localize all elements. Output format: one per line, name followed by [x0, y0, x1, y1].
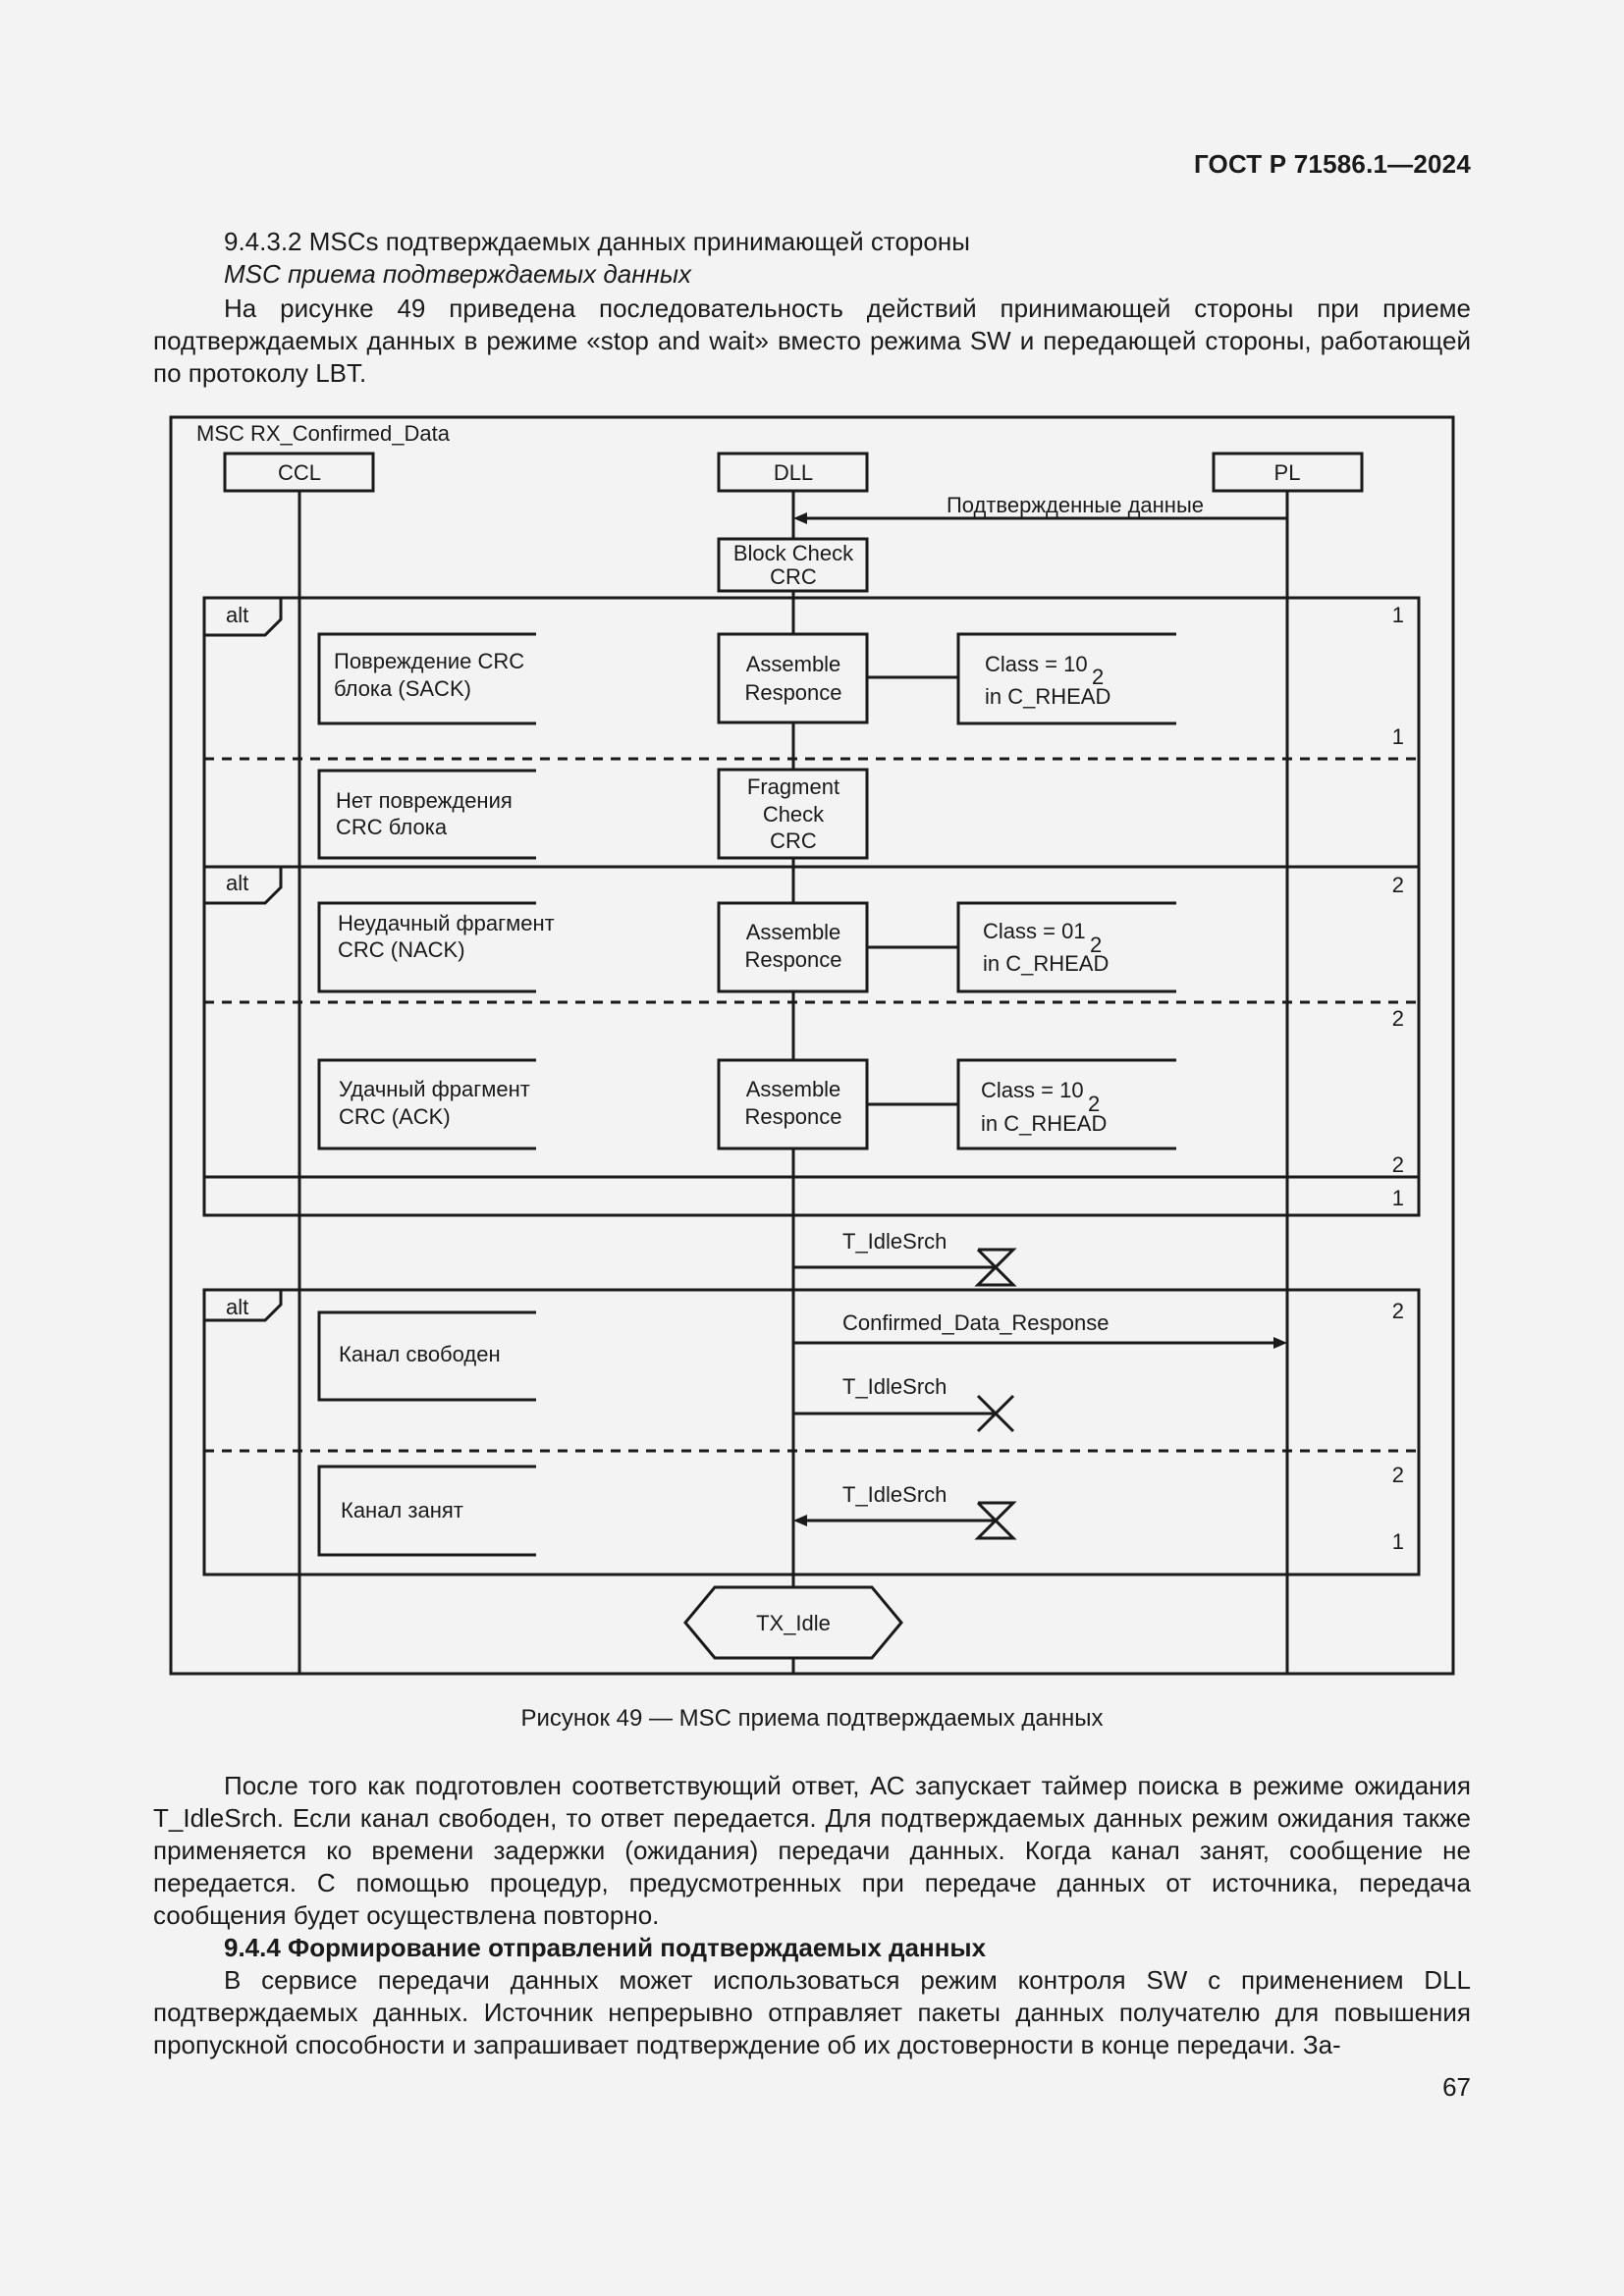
alt1-op1-action-line1: Assemble [745, 652, 841, 676]
alt1-op1-condition [958, 634, 1176, 723]
instance-label-pl: PL [1273, 460, 1301, 485]
instance-label-dll: DLL [773, 460, 814, 485]
msg-response-label: Confirmed_Data_Response [842, 1310, 1110, 1335]
section-heading: 9.4.3.2 MSCs подтверждаемых данных принимающей стороны [224, 227, 970, 256]
arrowhead-confirmed-data [793, 512, 807, 524]
document-standard-header: ГОСТ Р 71586.1—2024 [1193, 149, 1471, 179]
alt3-label: alt [226, 1295, 249, 1319]
alt1-op2-guard-line1: Нет повреждения [336, 788, 513, 813]
alt1-op2-guard-line2: CRC блока [336, 815, 448, 839]
alt1-op1-cond-line2: in C_RHEAD [985, 684, 1111, 709]
alt2-op2-action-line1: Assemble [745, 1077, 841, 1101]
alt2-num-bottom: 2 [1391, 1152, 1404, 1177]
arrowhead-timer-expire [793, 1515, 807, 1526]
alt2-op1-action-line1: Assemble [745, 920, 841, 944]
figure-caption: Рисунок 49 — MSC приема подтверждаемых данных [520, 1705, 1104, 1732]
alt2-op2-action-line2: Responce [744, 1104, 842, 1129]
alt1-num-bottom: 1 [1391, 1186, 1404, 1210]
alt3-op2-guard: Канал занят [341, 1498, 463, 1522]
alt2-op1-cond-line1: Class = 01 [983, 919, 1086, 943]
alt1-op1-cond-subscript: 2 [1092, 665, 1105, 689]
alt2-num-sep: 2 [1391, 1006, 1404, 1031]
alt3-frame [204, 1290, 1419, 1575]
section-subheading: MSC приема подтверждаемых данных [224, 259, 691, 289]
block-check-line1: Block Check [732, 541, 854, 565]
msc-title: MSC RX_Confirmed_Data [196, 421, 450, 446]
alt1-op1-guard-line1: Повреждение CRC [334, 649, 525, 673]
alt2-op2-guard-line2: CRC (ACK) [339, 1104, 451, 1129]
alt1-label: alt [226, 603, 249, 627]
instance-label-ccl: CCL [277, 460, 322, 485]
alt2-label: alt [226, 871, 249, 895]
alt2-num-top: 2 [1391, 873, 1404, 897]
alt2-op1-action-line2: Responce [744, 947, 842, 972]
timer-stop-label: T_IdleSrch [842, 1374, 947, 1399]
alt2-op2-guard-line1: Удачный фрагмент [339, 1077, 530, 1101]
msg-confirmed-data-label: Подтвержденные данные [946, 493, 1204, 517]
alt2-op1-cond-subscript: 2 [1090, 933, 1103, 957]
alt2-op1-guard-line1: Неудачный фрагмент [338, 911, 555, 935]
alt2-op2-cond-line2: in C_RHEAD [981, 1111, 1108, 1136]
alt2-op1-condition [958, 903, 1176, 991]
body-paragraph-1: После того как подготовлен соответствующий ответ, АС запускает таймер поиска в режиме ожидания T_IdleSrch. Если канал свободен, то ответ передается. Для подтверждаемых данных режим ожидания также применяется ко времени задержки (ожидания) передачи данных. Когда канал занят, сообщение не передается. С помощью процедур, предусмотренных при передаче данных от источника, передача сообщения будет осуществлена повторно. [153, 1771, 1471, 1930]
timer1-label: T_IdleSrch [842, 1229, 947, 1254]
page-number: 67 [1442, 2072, 1471, 2102]
alt3-num-sep: 2 [1391, 1463, 1404, 1487]
body-paragraph-2: В сервисе передачи данных может использоваться режим контроля SW с применением DLL подтверждаемых данных. Источник непрерывно отправляет пакеты данных получателю для повышения пропускной способности и запрашивает подтверждение об их достоверности в конце передачи. За- [153, 1965, 1471, 2059]
timer-expire-label: T_IdleSrch [842, 1482, 947, 1507]
block-check-line2: CRC [770, 564, 817, 589]
alt1-num-top: 1 [1391, 603, 1404, 627]
alt1-num-sep: 1 [1391, 724, 1404, 749]
alt1-op1-guard-line2: блока (SACK) [334, 676, 471, 701]
msc-frame [171, 417, 1453, 1674]
alt1-op1-action [719, 634, 867, 722]
alt2-op2-cond-subscript: 2 [1088, 1092, 1101, 1116]
alt3-num-bottom: 1 [1391, 1529, 1404, 1554]
alt1-op2-action-line2: Check [762, 802, 825, 827]
alt1-op2-action-line3: CRC [770, 828, 817, 853]
alt1-op1-cond-line1: Class = 10 [985, 652, 1088, 676]
alt2-op1-guard-line2: CRC (NACK) [338, 937, 465, 962]
intro-paragraph: На рисунке 49 приведена последовательность действий принимающей стороны при приеме подтверждаемых данных в режиме «stop and wait» вместо режима SW и передающей стороны, работающей по протоколу LBT. [153, 294, 1471, 388]
alt2-op2-cond-line1: Class = 10 [981, 1078, 1084, 1102]
section-heading-2: 9.4.4 Формирование отправлений подтверждаемых данных [224, 1933, 987, 1962]
alt3-op1-guard: Канал свободен [339, 1342, 501, 1366]
alt3-num-top: 2 [1391, 1299, 1404, 1323]
end-state-label: TX_Idle [756, 1611, 831, 1635]
alt2-op1-cond-line2: in C_RHEAD [983, 951, 1110, 976]
alt1-op1-action-line2: Responce [744, 680, 842, 705]
alt1-op2-action-line1: Fragment [746, 774, 840, 799]
arrowhead-response [1273, 1337, 1287, 1349]
